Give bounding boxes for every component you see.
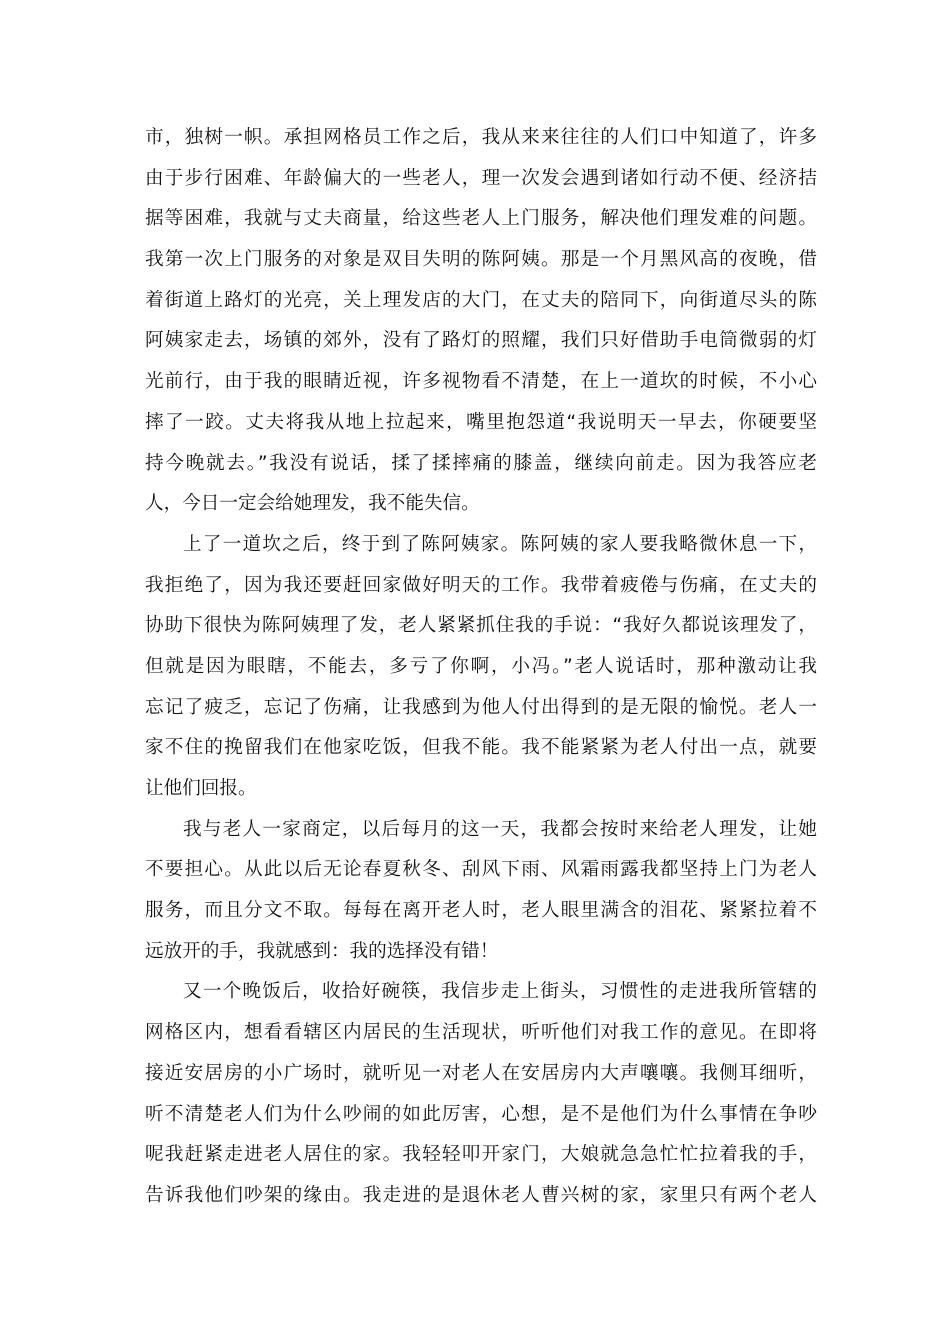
text-line: 我拒绝了，因为我还要赶回家做好明天的工作。我带着疲倦与伤痛，在丈夫的 (145, 574, 817, 596)
text-line: 光前行，由于我的眼睛近视，许多视物看不清楚，在上一道坎的时候，不小心 (145, 371, 817, 393)
text-line: 不要担心。从此以后无论春夏秋冬、刮风下雨、风霜雨露我都坚持上门为老人 (145, 859, 817, 881)
body-text (145, 118, 817, 1217)
text-line: 据等困难，我就与丈夫商量，给这些老人上门服务，解决他们理发难的问题。 (145, 208, 817, 230)
text-line: 接近安居房的小广场时，就听见一对老人在安居房内大声嚷嚷。我侧耳细听， (145, 1062, 817, 1084)
text-line: 让他们回报。 (145, 778, 257, 799)
text-line: 但就是因为眼瞎，不能去，多亏了你啊，小冯。”老人说话时，那种激动让我 (145, 655, 817, 677)
paragraph-first-line: 上了一道坎之后，终于到了陈阿姨家。陈阿姨的家人要我略微休息一下， (183, 533, 817, 555)
text-line: 呢我赶紧走进老人居住的家。我轻轻叩开家门，大娘就急急忙忙拉着我的手， (145, 1144, 817, 1166)
text-line: 人，今日一定会给她理发，我不能失信。 (145, 493, 480, 515)
text-line: 告诉我他们吵架的缘由。我走进的是退休老人曹兴树的家，家里只有两个老人 (145, 1184, 817, 1206)
paragraph-first-line: 我与老人一家商定，以后每月的这一天，我都会按时来给老人理发，让她 (183, 818, 817, 840)
text-line: 着街道上路灯的光亮，关上理发店的大门，在丈夫的陪同下，向街道尽头的陈 (145, 289, 817, 311)
text-line: 我第一次上门服务的对象是双目失明的陈阿姨。那是一个月黑风高的夜晚，借 (145, 249, 817, 271)
text-line: 服务，而且分文不取。每每在离开老人时，老人眼里满含的泪花、紧紧拉着不 (145, 900, 817, 922)
text-line: 阿姨家走去，场镇的郊外，没有了路灯的照耀，我们只好借助手电筒微弱的灯 (145, 330, 817, 352)
text-line: 忘记了疲乏，忘记了伤痛，让我感到为他人付出得到的是无限的愉悦。老人一 (145, 696, 817, 718)
text-line: 持今晚就去。”我没有说话，揉了揉摔痛的膝盖，继续向前走。因为我答应老 (145, 452, 817, 474)
paragraph-first-line: 又一个晚饭后，收拾好碗筷，我信步走上街头，习惯性的走进我所管辖的 (183, 981, 817, 1003)
text-line: 协助下很快为陈阿姨理了发，老人紧紧抓住我的手说：“我好久都说该理发了， (145, 615, 817, 637)
text-line: 远放开的手，我就感到：我的选择没有错！ (145, 940, 499, 962)
text-line: 网格区内，想看看辖区内居民的生活现状，听听他们对我工作的意见。在即将 (145, 1022, 817, 1044)
text-line: 由于步行困难、年龄偏大的一些老人，理一次发会遇到诸如行动不便、经济拮 (145, 167, 817, 189)
text-line: 家不住的挽留我们在他家吃饭，但我不能。我不能紧紧为老人付出一点，就要 (145, 737, 817, 759)
text-line: 听不清楚老人们为什么吵闹的如此厉害，心想，是不是他们为什么事情在争吵 (145, 1103, 817, 1125)
text-line: 摔了一跤。丈夫将我从地上拉起来，嘴里抱怨道“我说明天一早去，你硬要坚 (145, 411, 817, 433)
text-line: 市，独树一帜。承担网格员工作之后，我从来来往往的人们口中知道了，许多 (145, 127, 817, 148)
